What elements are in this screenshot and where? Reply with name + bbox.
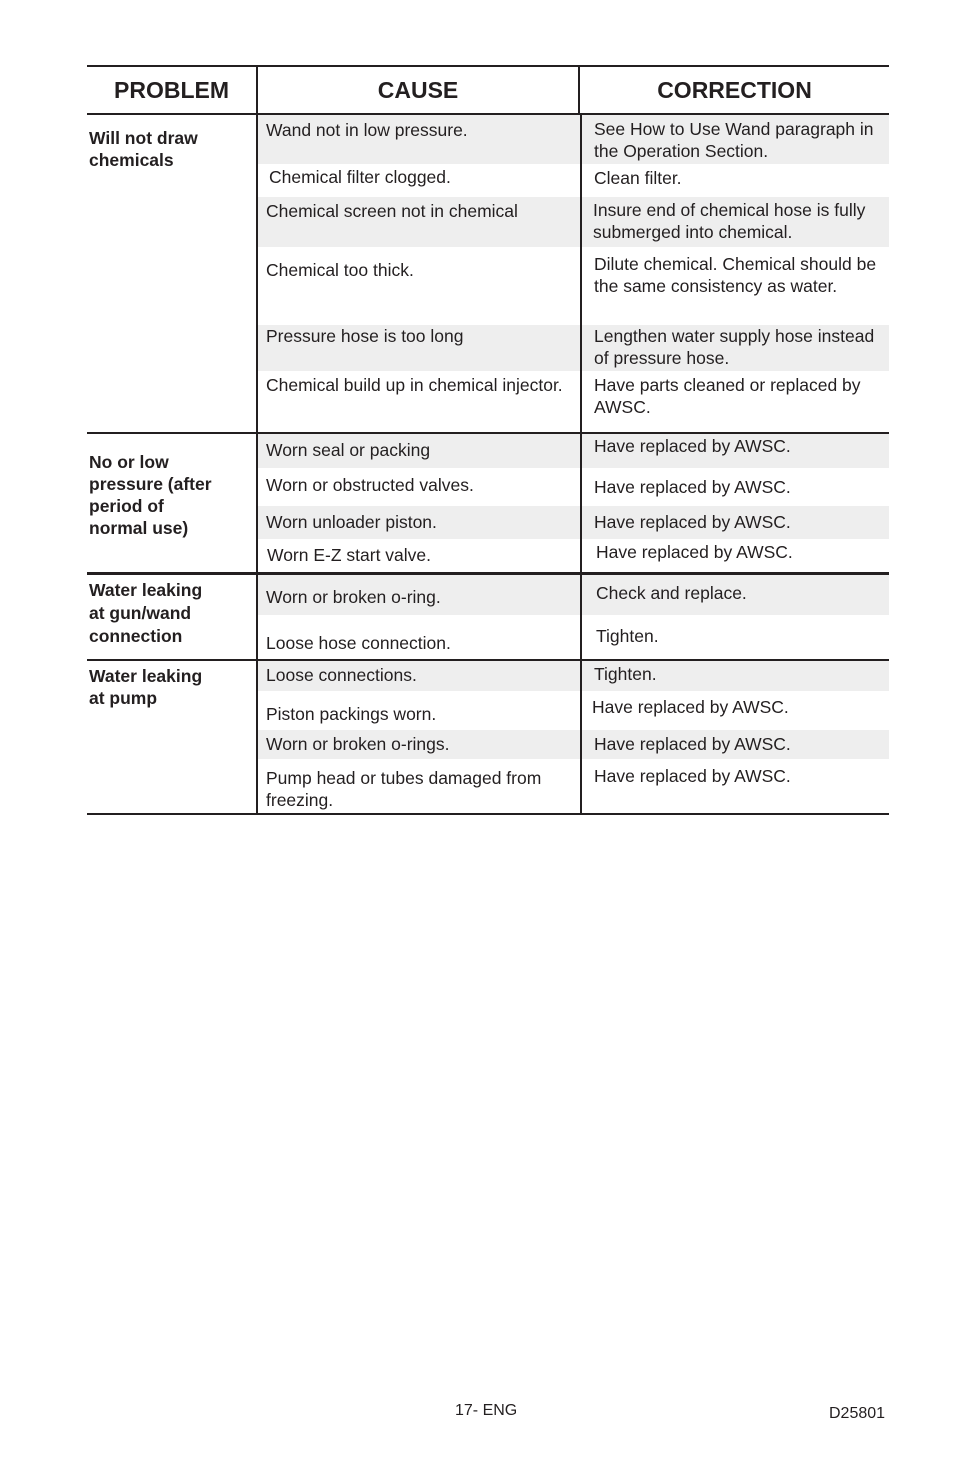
problem-label: Water leaking at gun/wand connection <box>89 580 203 646</box>
correction-cell: Insure end of chemical hose is fully submerged into chemical. <box>580 197 891 247</box>
table-row <box>258 197 889 247</box>
cause-cell: Wand not in low pressure. <box>266 120 468 140</box>
problem-group <box>87 574 889 661</box>
cause-cell: Chemical too thick. <box>266 260 414 280</box>
troubleshooting-table <box>87 65 889 815</box>
document-code: D25801 <box>829 1405 886 1422</box>
cause-cell: Worn or broken o-rings. <box>266 734 450 754</box>
correction-cell: Tighten. <box>580 615 891 659</box>
cause-cell: Chemical screen not in chemical <box>266 201 518 221</box>
cause-cell: Pressure hose is too long <box>266 326 464 346</box>
table-row <box>258 247 889 325</box>
correction-cell: Dilute chemical. Chemical should be the same consistency as water. <box>580 247 891 325</box>
problem-label: Will not draw chemicals <box>89 128 198 170</box>
table-row <box>258 730 889 759</box>
problem-label: No or low pressure (after period of normal use) <box>89 452 212 538</box>
correction-cell: Tighten. <box>580 661 891 691</box>
correction-cell: Have replaced by AWSC. <box>580 434 891 468</box>
correction-cell: Have replaced by AWSC. <box>580 730 891 759</box>
table-row <box>258 115 889 164</box>
table-row <box>258 691 889 730</box>
table-row <box>258 575 889 615</box>
cause-cell: Loose hose connection. <box>266 633 451 653</box>
cause-cell: Chemical build up in chemical injector. <box>266 375 563 395</box>
cause-cell: Chemical filter clogged. <box>269 167 451 187</box>
cause-cell: Pump head or tubes damaged from freezing. <box>266 768 542 810</box>
problem-group <box>87 434 889 574</box>
table-row <box>258 661 889 691</box>
correction-cell: Have replaced by AWSC. <box>580 468 891 506</box>
cause-cell: Loose connections. <box>266 665 417 685</box>
correction-cell: Have replaced by AWSC. <box>580 759 891 813</box>
problem-group <box>87 661 889 815</box>
table-row <box>258 539 889 572</box>
table-row <box>258 325 889 371</box>
correction-cell: Check and replace. <box>580 575 891 615</box>
cause-cell: Worn or obstructed valves. <box>266 475 474 495</box>
table-row <box>258 506 889 539</box>
correction-cell: Have replaced by AWSC. <box>580 539 891 572</box>
table-row <box>258 615 889 659</box>
cause-cell: Worn or broken o-ring. <box>266 587 441 607</box>
header-cause: CAUSE <box>256 67 578 113</box>
table-row <box>258 371 889 432</box>
correction-cell: Have replaced by AWSC. <box>580 506 891 539</box>
problem-group <box>87 115 889 434</box>
cause-cell: Piston packings worn. <box>266 704 437 724</box>
correction-cell: Clean filter. <box>580 164 891 197</box>
header-problem: PROBLEM <box>114 76 229 103</box>
correction-cell: See How to Use Wand paragraph in the Operation Section. <box>580 115 891 164</box>
cause-cell: Worn E-Z start valve. <box>267 545 432 565</box>
page-number: 17- ENG <box>455 1402 518 1419</box>
header-correction: CORRECTION <box>578 67 889 113</box>
table-row <box>258 164 889 197</box>
correction-cell: Lengthen water supply hose instead of pressure hose. <box>580 325 891 371</box>
correction-cell: Have replaced by AWSC. <box>580 691 891 730</box>
table-row <box>258 759 889 813</box>
table-row <box>258 468 889 506</box>
table-row <box>258 434 889 468</box>
correction-cell: Have parts cleaned or replaced by AWSC. <box>580 371 891 432</box>
problem-label: Water leaking at pump <box>89 666 203 708</box>
table-header <box>87 65 889 115</box>
cause-cell: Worn seal or packing <box>266 440 431 460</box>
cause-cell: Worn unloader piston. <box>266 512 437 532</box>
